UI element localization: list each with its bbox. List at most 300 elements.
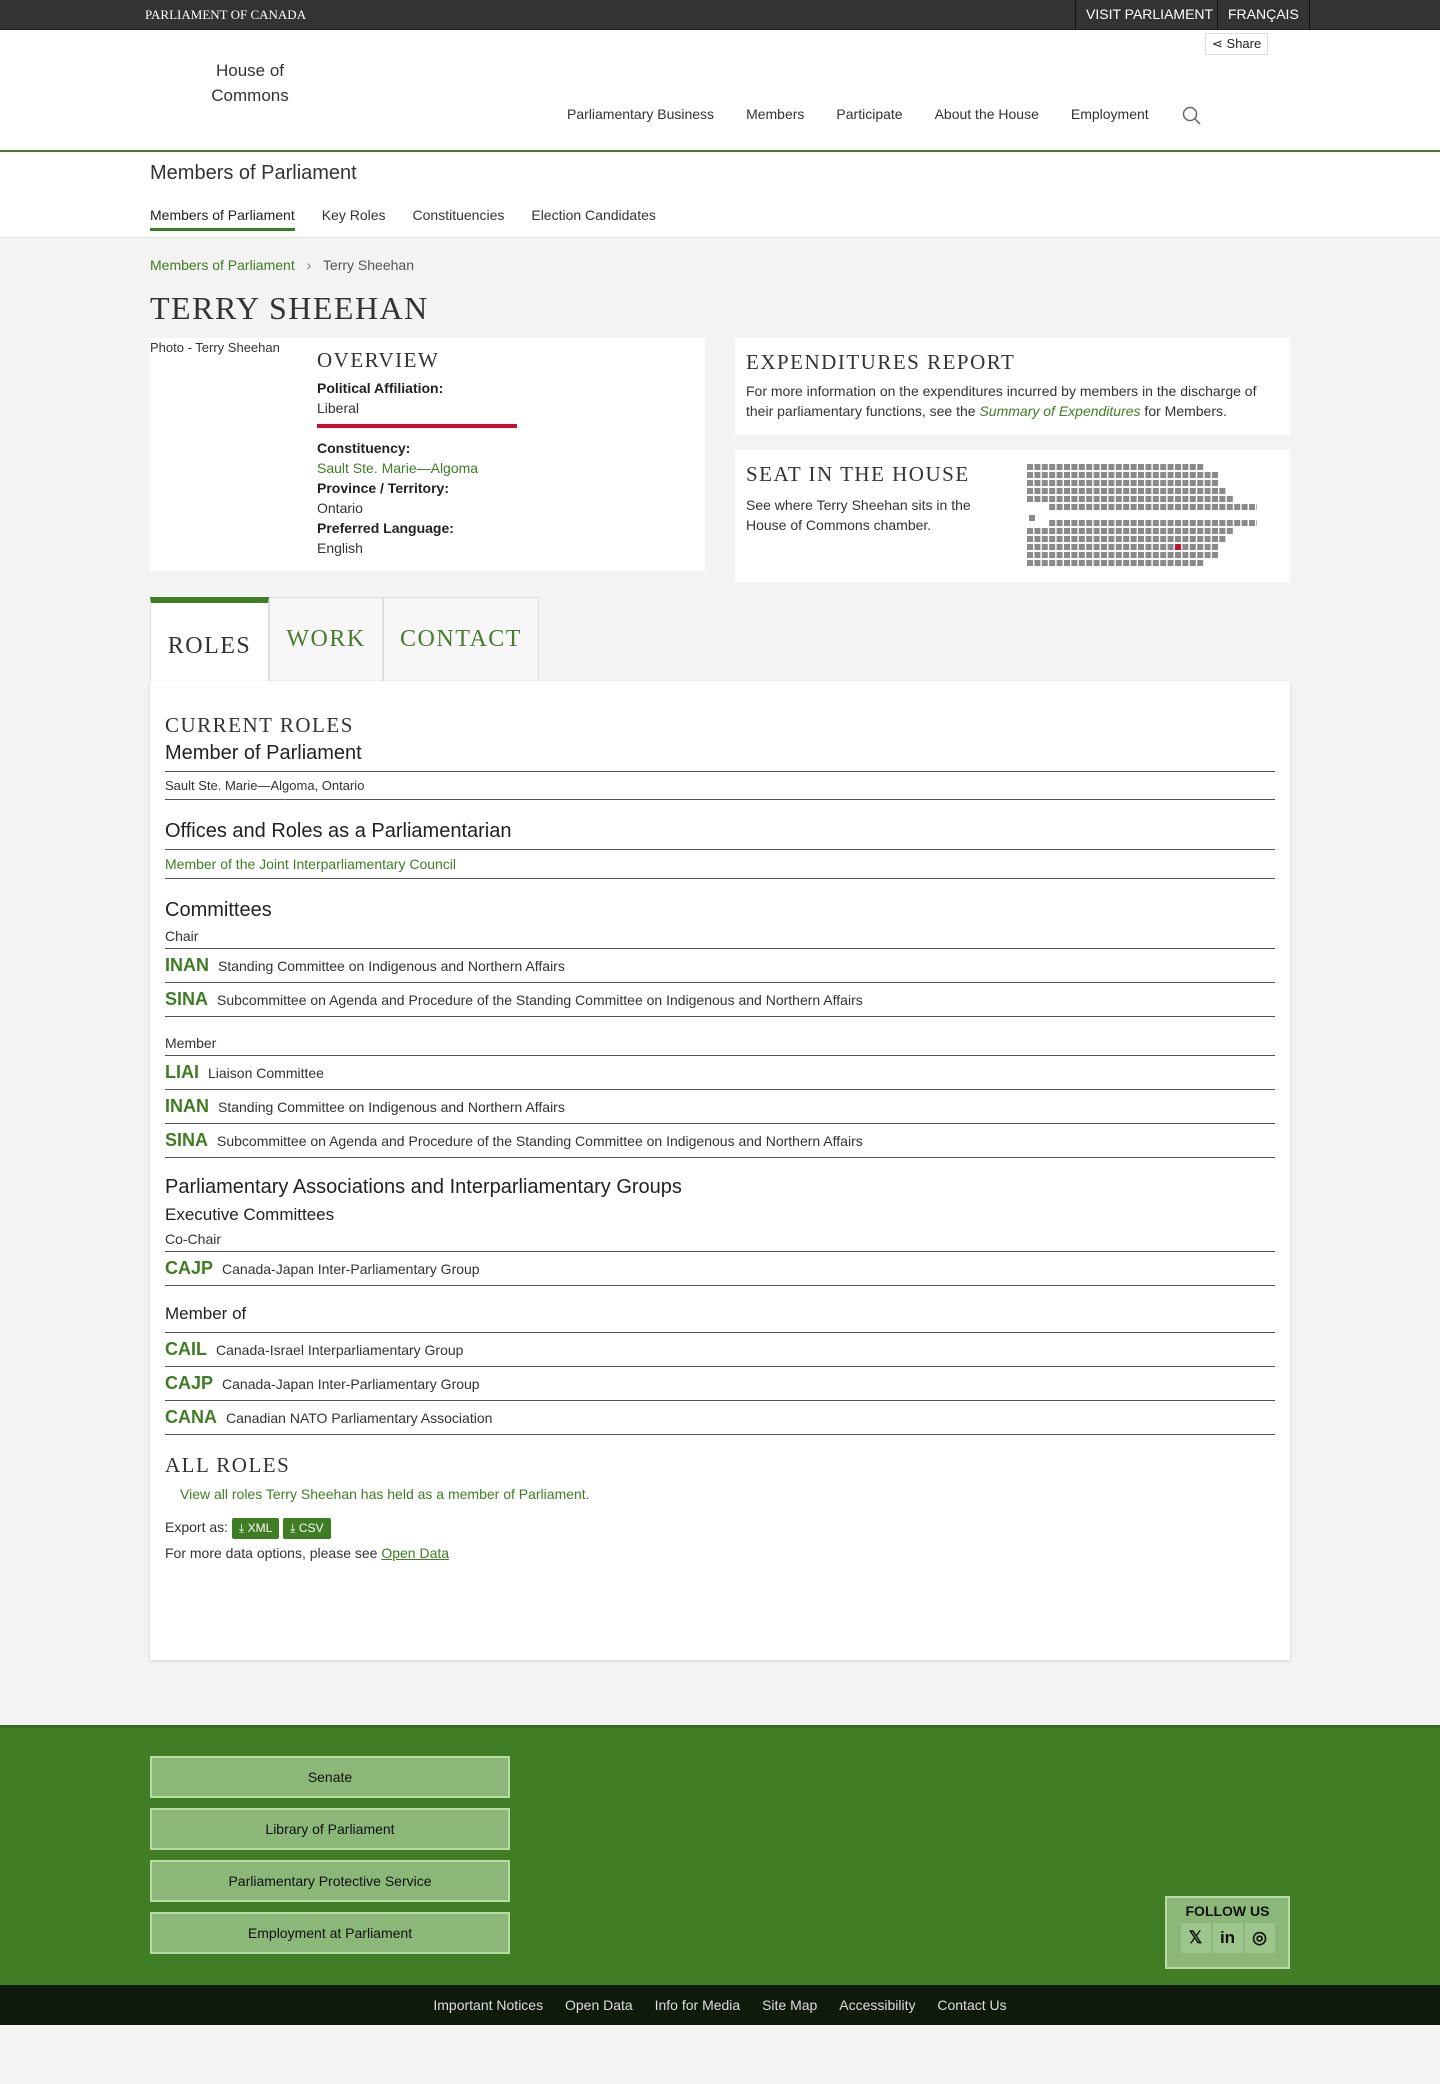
seat — [1205, 480, 1211, 486]
current-roles-title: CURRENT ROLES — [165, 713, 354, 737]
export-csv-button[interactable]: ⤓ CSV — [283, 1518, 330, 1539]
share-button[interactable]: ⋖ Share — [1205, 33, 1268, 55]
tab-work[interactable]: WORK — [269, 597, 383, 681]
seat — [1116, 464, 1122, 470]
seat — [1086, 528, 1092, 534]
seat — [1079, 552, 1085, 558]
committee-row[interactable] — [165, 1333, 1275, 1367]
seat-map[interactable] — [1027, 464, 1257, 570]
seat — [1197, 488, 1203, 494]
nav-parliamentary-business[interactable]: Parliamentary Business — [567, 106, 715, 122]
committee-code[interactable]: LIAI — [165, 1062, 199, 1082]
expenditures-text: For more information on the expenditures incurred by members in the discharge of their parliamentary functions, see the Summary of Expenditures for Members. — [746, 383, 1257, 419]
all-roles-title: ALL ROLES — [165, 1453, 291, 1477]
seat — [1153, 552, 1159, 558]
seat — [1057, 488, 1063, 494]
seat — [1153, 520, 1159, 526]
seat — [1182, 544, 1188, 550]
constituency-label: Constituency: — [317, 440, 411, 456]
executive-title: Executive Committees — [165, 1205, 335, 1224]
view-all-roles-link[interactable]: View all roles Terry Sheehan has held as a member of Parliament. — [180, 1486, 590, 1502]
seat — [1049, 464, 1055, 470]
seat — [1138, 520, 1144, 526]
seat — [1042, 496, 1048, 502]
seat — [1160, 480, 1166, 486]
constituency-link[interactable]: Sault Ste. Marie—Algoma — [317, 460, 479, 476]
committee-row[interactable] — [165, 1090, 1275, 1124]
seat — [1160, 544, 1166, 550]
seat — [1190, 480, 1196, 486]
seat — [1227, 496, 1233, 502]
seat — [1160, 496, 1166, 502]
seat — [1101, 560, 1107, 566]
seat — [1086, 552, 1092, 558]
seat — [1256, 520, 1257, 526]
parliament-brand[interactable]: PARLIAMENT OF CANADA — [145, 7, 307, 22]
seat — [1086, 480, 1092, 486]
seat — [1249, 504, 1255, 510]
seat — [1116, 480, 1122, 486]
seat — [1168, 536, 1174, 542]
member-seat — [1175, 544, 1181, 550]
seat — [1101, 544, 1107, 550]
seat — [1131, 464, 1137, 470]
seat — [1190, 520, 1196, 526]
footer-protective-service[interactable]: Parliamentary Protective Service — [150, 1860, 510, 1902]
seat — [1190, 528, 1196, 534]
seat — [1101, 504, 1107, 510]
seat — [1145, 480, 1151, 486]
seat — [1071, 544, 1077, 550]
follow-us — [1165, 1896, 1290, 1969]
seat — [1123, 496, 1129, 502]
seat — [1027, 552, 1033, 558]
seat — [1049, 472, 1055, 478]
seat — [1071, 552, 1077, 558]
seat — [1205, 488, 1211, 494]
seat — [1175, 528, 1181, 534]
committee-code[interactable]: CAIL — [165, 1339, 207, 1359]
seat — [1049, 496, 1055, 502]
seat — [1160, 552, 1166, 558]
seat — [1197, 560, 1203, 566]
seat — [1108, 528, 1114, 534]
seat — [1212, 504, 1218, 510]
more-data-text: For more data options, please see — [165, 1545, 382, 1561]
footer-senate[interactable]: Senate — [150, 1756, 510, 1798]
tab-roles[interactable]: ROLES — [150, 597, 269, 681]
committee-row[interactable] — [165, 1401, 1275, 1435]
seat — [1101, 488, 1107, 494]
seat — [1071, 480, 1077, 486]
seat — [1160, 504, 1166, 510]
language-toggle[interactable]: FRANÇAIS — [1217, 0, 1310, 30]
committee-name: Standing Committee on Indigenous and Northern Affairs — [218, 958, 565, 974]
seat — [1071, 528, 1077, 534]
open-data-footer-link[interactable]: Open Data — [564, 1997, 633, 2013]
tab-contact[interactable]: CONTACT — [383, 597, 539, 681]
footer-library[interactable]: Library of Parliament — [150, 1808, 510, 1850]
seat — [1101, 480, 1107, 486]
seat — [1168, 552, 1174, 558]
seat — [1227, 528, 1233, 534]
seat — [1123, 552, 1129, 558]
export-xml-button[interactable]: ⤓ XML — [232, 1518, 279, 1539]
contact-us-link[interactable]: Contact Us — [937, 1997, 1007, 2013]
seat — [1108, 552, 1114, 558]
seat — [1219, 496, 1225, 502]
member-list — [165, 1056, 1275, 1158]
expenditures-card — [735, 338, 1290, 435]
seat — [1064, 496, 1070, 502]
seat — [1182, 464, 1188, 470]
seat — [1175, 496, 1181, 502]
seat — [1131, 552, 1137, 558]
seat — [1079, 560, 1085, 566]
committee-code[interactable]: INAN — [165, 955, 209, 975]
seat — [1064, 504, 1070, 510]
seat — [1212, 552, 1218, 558]
seat — [1205, 504, 1211, 510]
committee-name: Subcommittee on Agenda and Procedure of the Standing Committee on Indigenous and Northern Affairs — [217, 992, 863, 1008]
seat — [1027, 560, 1033, 566]
seat — [1212, 488, 1218, 494]
seat — [1197, 472, 1203, 478]
language-value: English — [317, 540, 363, 556]
seat — [1094, 560, 1100, 566]
seat — [1108, 504, 1114, 510]
instagram-icon[interactable]: ◎ — [1245, 1923, 1275, 1953]
committee-code[interactable]: CAJP — [165, 1258, 214, 1278]
seat — [1108, 520, 1114, 526]
seat — [1205, 496, 1211, 502]
linkedin-icon[interactable]: in — [1213, 1923, 1243, 1953]
x-icon[interactable]: 𝕏 — [1181, 1923, 1211, 1953]
seat — [1175, 480, 1181, 486]
seat — [1101, 496, 1107, 502]
seat — [1190, 472, 1196, 478]
seat — [1160, 488, 1166, 494]
seat — [1153, 496, 1159, 502]
seat — [1049, 520, 1055, 526]
profile-tabs — [150, 597, 539, 681]
mp-title: Member of Parliament — [165, 742, 1275, 772]
seat — [1160, 472, 1166, 478]
seat — [1042, 472, 1048, 478]
seat — [1079, 472, 1085, 478]
seat — [1042, 552, 1048, 558]
section-title: Members of Parliament — [150, 162, 357, 184]
seat — [1212, 544, 1218, 550]
visit-parliament-link[interactable]: VISIT PARLIAMENT — [1075, 0, 1223, 30]
seat — [1212, 472, 1218, 478]
download-icon: ⤓ — [290, 1521, 296, 1535]
seat — [1234, 504, 1240, 510]
export-label: Export as: — [165, 1519, 229, 1535]
seat — [1131, 536, 1137, 542]
seat — [1123, 504, 1129, 510]
seat — [1086, 464, 1092, 470]
seat — [1175, 488, 1181, 494]
seat — [1175, 536, 1181, 542]
seat — [1145, 472, 1151, 478]
seat — [1205, 520, 1211, 526]
info-media-link[interactable]: Info for Media — [654, 1997, 741, 2013]
seat — [1094, 536, 1100, 542]
seat — [1064, 464, 1070, 470]
seat — [1108, 464, 1114, 470]
seat — [1123, 464, 1129, 470]
seat — [1145, 520, 1151, 526]
committee-name: Canada-Japan Inter-Parliamentary Group — [222, 1261, 480, 1277]
seat — [1197, 464, 1203, 470]
seat — [1168, 504, 1174, 510]
seat — [1116, 528, 1122, 534]
subtab-election-candidates[interactable]: Election Candidates — [531, 207, 656, 223]
seat — [1049, 552, 1055, 558]
nav-employment[interactable]: Employment — [1070, 106, 1149, 122]
seat — [1027, 496, 1033, 502]
seat — [1145, 488, 1151, 494]
download-icon: ⤓ — [238, 1521, 245, 1535]
open-data-link[interactable]: Open Data — [381, 1545, 450, 1561]
seat — [1057, 560, 1063, 566]
seat — [1027, 528, 1033, 534]
seat — [1108, 496, 1114, 502]
seat — [1071, 560, 1077, 566]
seat — [1057, 504, 1063, 510]
seat — [1108, 480, 1114, 486]
seat — [1131, 520, 1137, 526]
cochair-list — [165, 1252, 1275, 1286]
seat — [1123, 528, 1129, 534]
seat — [1108, 488, 1114, 494]
committee-code[interactable]: CAJP — [165, 1373, 214, 1393]
seat — [1131, 496, 1137, 502]
seat — [1249, 520, 1255, 526]
seat — [1108, 544, 1114, 550]
seat — [1205, 552, 1211, 558]
seat — [1205, 544, 1211, 550]
seat — [1049, 488, 1055, 494]
seat — [1145, 528, 1151, 534]
subtab-members[interactable]: Members of Parliament — [150, 207, 295, 231]
seat — [1219, 520, 1225, 526]
committee-code[interactable]: CANA — [165, 1407, 217, 1427]
associations-title: Parliamentary Associations and Interparliamentary Groups — [165, 1176, 682, 1198]
roles-panel — [150, 681, 1290, 1660]
affiliation-label: Political Affiliation: — [317, 380, 444, 396]
seat — [1094, 528, 1100, 534]
seat — [1034, 528, 1040, 534]
seat — [1182, 520, 1188, 526]
seat — [1057, 552, 1063, 558]
seat — [1049, 528, 1055, 534]
seat — [1057, 520, 1063, 526]
committee-code[interactable]: INAN — [165, 1096, 209, 1116]
committee-row[interactable] — [165, 1252, 1275, 1286]
seat — [1057, 472, 1063, 478]
seat — [1116, 488, 1122, 494]
mp-constituency: Sault Ste. Marie—Algoma, Ontario — [165, 772, 1275, 800]
chair-label: Chair — [165, 928, 1275, 949]
seat — [1042, 528, 1048, 534]
nav-participate[interactable]: Participate — [836, 106, 903, 122]
seat-card — [735, 450, 1290, 582]
committee-row[interactable] — [165, 1124, 1275, 1158]
top-bar — [0, 0, 1440, 30]
seat — [1138, 464, 1144, 470]
committee-name: Liaison Committee — [208, 1065, 324, 1081]
speaker-seat — [1029, 515, 1035, 521]
seat — [1234, 520, 1240, 526]
seat — [1153, 504, 1159, 510]
summary-expenditures-link[interactable]: Summary of Expenditures — [979, 403, 1141, 419]
seat — [1242, 520, 1248, 526]
seat — [1168, 472, 1174, 478]
seat — [1057, 496, 1063, 502]
committee-row[interactable] — [165, 1367, 1275, 1401]
seat — [1071, 488, 1077, 494]
footer-bottom-links — [0, 1985, 1440, 2025]
seat — [1094, 496, 1100, 502]
committee-row[interactable] — [165, 983, 1275, 1017]
seat — [1034, 552, 1040, 558]
seat — [1101, 464, 1107, 470]
seat — [1182, 488, 1188, 494]
seat — [1256, 504, 1257, 510]
seat — [1190, 552, 1196, 558]
seat — [1027, 488, 1033, 494]
committee-name: Canada-Japan Inter-Parliamentary Group — [222, 1376, 480, 1392]
seat — [1219, 488, 1225, 494]
seat — [1064, 488, 1070, 494]
site-map-link[interactable]: Site Map — [762, 1997, 818, 2013]
seat — [1153, 528, 1159, 534]
house-of-commons-logo[interactable]: House of Commons — [211, 61, 289, 105]
seat — [1197, 480, 1203, 486]
seat — [1034, 472, 1040, 478]
seat — [1138, 552, 1144, 558]
seat — [1190, 488, 1196, 494]
accessibility-link[interactable]: Accessibility — [839, 1997, 916, 2013]
nav-members[interactable]: Members — [746, 106, 805, 122]
seat — [1034, 544, 1040, 550]
seat — [1190, 464, 1196, 470]
seat — [1049, 480, 1055, 486]
seat — [1138, 528, 1144, 534]
seat — [1168, 464, 1174, 470]
jic-link[interactable]: Member of the Joint Interparliamentary Council — [165, 856, 457, 872]
seat — [1116, 496, 1122, 502]
seat — [1205, 528, 1211, 534]
seat — [1131, 480, 1137, 486]
seat — [1027, 480, 1033, 486]
seat — [1049, 536, 1055, 542]
seat — [1153, 472, 1159, 478]
seat — [1079, 488, 1085, 494]
seat — [1138, 488, 1144, 494]
seat — [1042, 536, 1048, 542]
seat — [1079, 520, 1085, 526]
seat — [1182, 528, 1188, 534]
seat — [1145, 560, 1151, 566]
seat — [1153, 536, 1159, 542]
seat — [1079, 504, 1085, 510]
seat — [1064, 544, 1070, 550]
seat — [1190, 560, 1196, 566]
seat — [1064, 552, 1070, 558]
committees-title: Committees — [165, 899, 272, 921]
seat — [1168, 496, 1174, 502]
seat — [1123, 520, 1129, 526]
seat — [1153, 488, 1159, 494]
committee-code[interactable]: SINA — [165, 1130, 209, 1150]
seat — [1197, 552, 1203, 558]
overview-card — [150, 338, 705, 571]
seat — [1168, 528, 1174, 534]
committee-code[interactable]: SINA — [165, 989, 209, 1009]
seat — [1190, 504, 1196, 510]
province-value: Ontario — [317, 500, 363, 516]
seat — [1123, 536, 1129, 542]
seat — [1086, 560, 1092, 566]
seat — [1027, 464, 1033, 470]
seat — [1071, 496, 1077, 502]
committee-row[interactable] — [165, 949, 1275, 983]
seat — [1138, 504, 1144, 510]
seat — [1079, 536, 1085, 542]
subtab-constituencies[interactable]: Constituencies — [412, 207, 505, 223]
seat — [1042, 544, 1048, 550]
expenditures-title: EXPENDITURES REPORT — [746, 350, 1016, 374]
seat — [1131, 560, 1137, 566]
seat — [1123, 560, 1129, 566]
seat — [1116, 504, 1122, 510]
subtab-key-roles[interactable]: Key Roles — [321, 207, 386, 223]
breadcrumb-members[interactable]: Members of Parliament — [150, 257, 295, 273]
committee-row[interactable] — [165, 1056, 1275, 1090]
seat — [1131, 472, 1137, 478]
seat — [1197, 504, 1203, 510]
seat — [1182, 480, 1188, 486]
seat-title: SEAT IN THE HOUSE — [746, 462, 970, 486]
seat — [1242, 504, 1248, 510]
seat — [1153, 560, 1159, 566]
seat — [1168, 544, 1174, 550]
seat — [1042, 464, 1048, 470]
committee-name: Standing Committee on Indigenous and Northern Affairs — [218, 1099, 565, 1115]
seat — [1168, 520, 1174, 526]
seat — [1168, 560, 1174, 566]
seat — [1079, 480, 1085, 486]
member-of-title: Member of — [165, 1304, 1275, 1333]
seat — [1049, 544, 1055, 550]
seat — [1160, 528, 1166, 534]
important-notices-link[interactable]: Important Notices — [433, 1997, 544, 2013]
footer-employment[interactable]: Employment at Parliament — [150, 1912, 510, 1954]
seat — [1197, 544, 1203, 550]
seat — [1086, 496, 1092, 502]
nav-about[interactable]: About the House — [934, 106, 1039, 122]
search-icon[interactable] — [1182, 106, 1202, 126]
section-header — [0, 152, 1440, 238]
affiliation-value: Liberal — [317, 400, 360, 416]
chair-list — [165, 949, 1275, 1017]
seat — [1101, 528, 1107, 534]
seat — [1057, 528, 1063, 534]
seat — [1034, 536, 1040, 542]
